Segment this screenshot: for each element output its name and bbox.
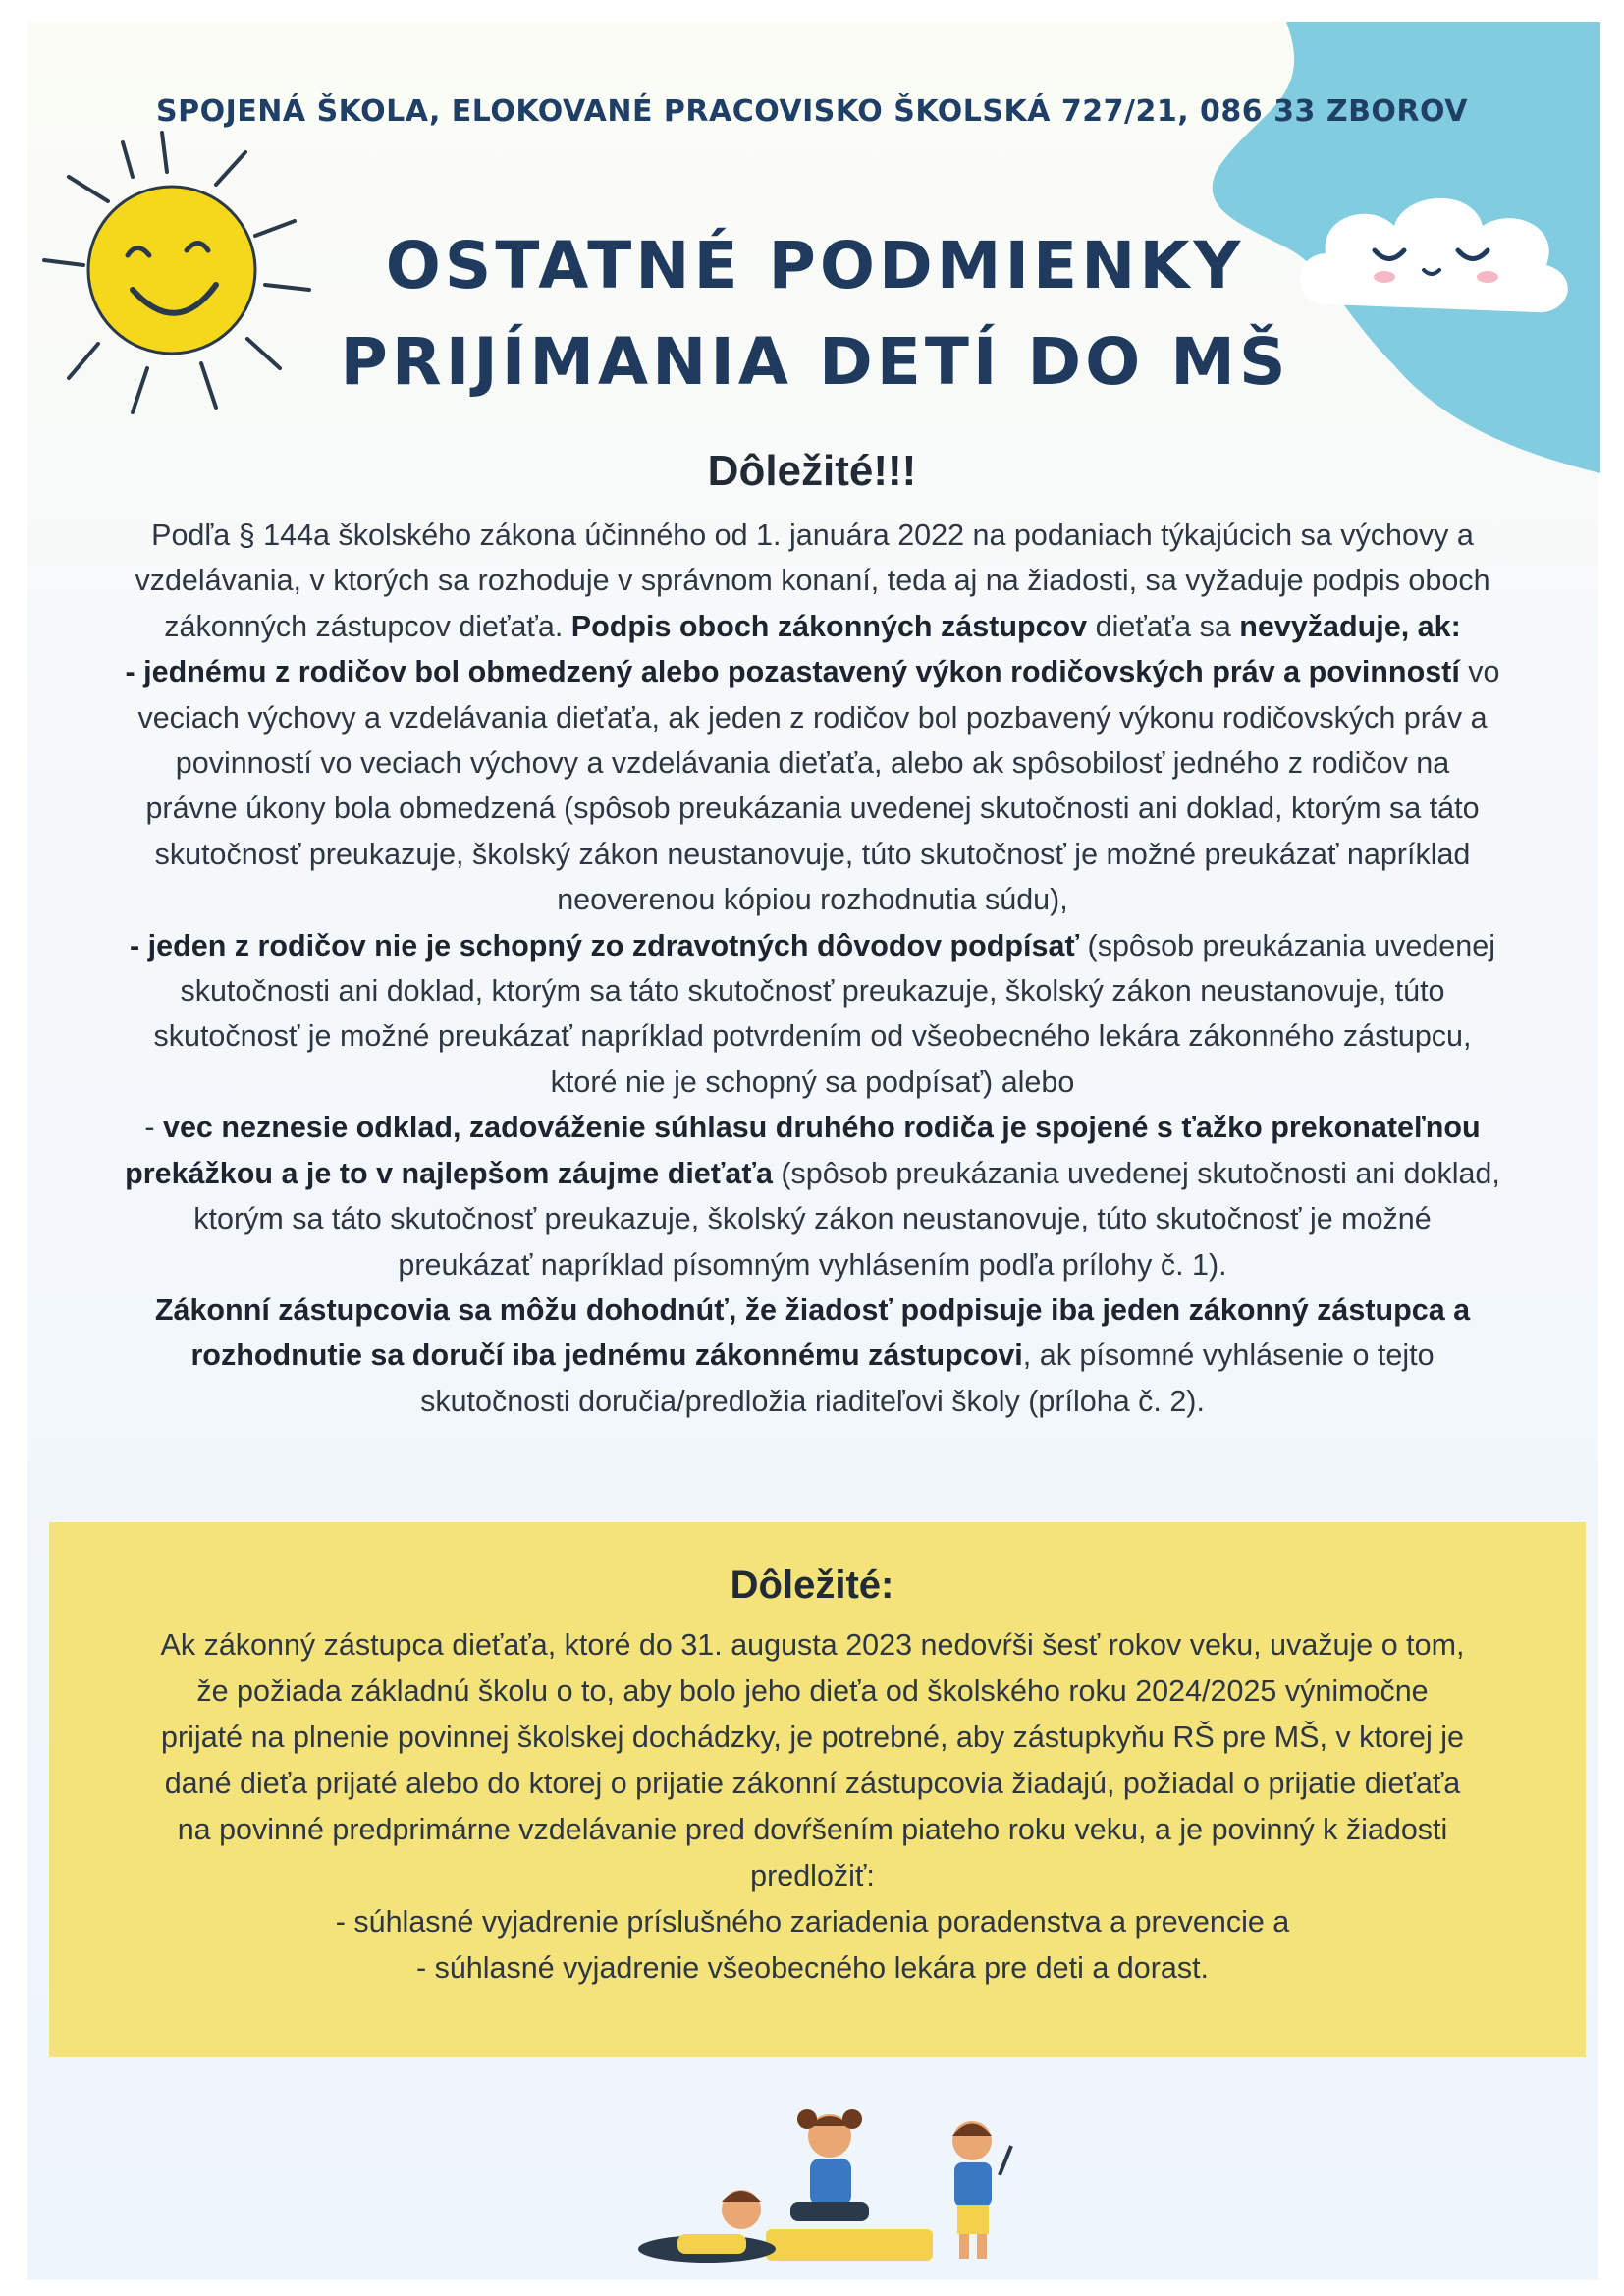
section1-line: Podľa § 144a školského zákona účinného od 1. januára 2022 na podaniach týkajúcich sa výchovy a [151,519,1474,552]
section1-line: Zákonní zástupcovia sa môžu dohodnúť, že žiadosť podpisuje iba jeden zákonný zástupca a [154,1292,1471,1327]
section1-line: skutočnosti doručia/predložia riaditeľovi školy (príloha č. 2). [420,1384,1205,1418]
section2-line: na povinné predprimárne vzdelávanie pred dovŕšením piateho roku veku, a je povinný k žiadosti [177,1813,1448,1846]
section2-line: dané dieťa prijaté alebo do ktorej o prijatie zákonní zástupcovia žiadajú, požiadal o prijatie dieťaťa [164,1767,1461,1800]
section2-list-item: - súhlasné vyjadrenie všeobecného lekára pre deti a dorast. [415,1951,1210,1985]
page-title [324,218,1306,410]
section1-line: - vec neznesie odklad, zadováženie súhlasu druhého rodiča je spojené s ťažko prekonateľnou [144,1111,1481,1145]
section1-line: zákonných zástupcov dieťaťa. Podpis oboch zákonných zástupcov dieťaťa sa nevyžaduje, ak: [164,609,1461,643]
section1-line: skutočnosti ani doklad, ktorým sa táto skutočnosť preukazuje, školský zákon neustanovuje, túto [180,974,1445,1009]
section1-line: - jeden z rodičov nie je schopný zo zdravotných dôvodov podpísať (spôsob preukázania uvedenej [130,928,1495,962]
cloud-illustration-icon [1286,177,1581,334]
section2-line: že požiada základnú školu o to, aby bolo jeho dieťa od školského roku 2024/2025 výnimočne [196,1674,1429,1708]
section1-line: veciach výchovy a vzdelávania dieťaťa, ak jeden z rodičov bol pozbavený výkonu rodičovských práv a [137,700,1488,735]
section1-line: povinností vo veciach výchovy a vzdelávania dieťaťa, alebo ak spôsobilosť jedného z rodičov na [175,746,1450,781]
section1-line: ktoré nie je schopný sa podpísať) alebo [550,1065,1075,1099]
title-line-1: OSTATNÉ PODMIENKY [385,228,1245,303]
section1-line: vzdelávania, v ktorých sa rozhoduje v správnom konaní, teda aj na žiadosti, sa vyžaduje podpis oboch [135,564,1490,598]
school-address-header: SPOJENÁ ŠKOLA, ELOKOVANÉ PRACOVISKO ŠKOLSKÁ 727/21, 086 33 ZBOROV [156,94,1468,129]
section1-line: rozhodnutie sa doručí iba jednému zákonnému zástupcovi, ak písomné vyhlásenie o tejto [190,1339,1435,1373]
section1-line: neoverenou kópiou rozhodnutia súdu), [557,883,1068,917]
title-line-2: PRIJÍMANIA DETÍ DO MŠ [340,324,1290,400]
section2-line: prijaté na plnenie povinnej školskej dochádzky, je potrebné, aby zástupkyňu RŠ pre MŠ, v ktorej je [161,1721,1464,1754]
section2-line: Ak zákonný zástupca dieťaťa, ktoré do 31. augusta 2023 nedovŕši šesť rokov veku, uvažuje o tom, [160,1628,1465,1662]
section1-line: ktorým sa táto skutočnosť preukazuje, školský zákon neustanovuje, túto skutočnosť je možné [193,1202,1432,1236]
section2-line: predložiť: [750,1859,875,1892]
section1-heading: Dôležité!!! [707,447,917,495]
section2-body [44,1622,1581,1992]
section1-line: právne úkony bola obmedzená (spôsob preukázania uvedenej skutočnosti ani doklad, ktorým sa táto [145,792,1480,826]
section1-line: - jednému z rodičov bol obmedzený alebo pozastavený výkon rodičovských práv a povinností vo [125,655,1500,689]
section1-body [44,513,1581,1424]
section1-line: skutočnosť je možné preukázať napríklad potvrdením od všeobecného lekára zákonného zástupcu, [153,1019,1472,1054]
section1-line: skutočnosť preukazuje, školský zákon neustanovuje, túto skutočnosť je možné preukázať napríklad [154,837,1471,871]
section1-line: prekážkou a je to v najlepšom záujme dieťaťa (spôsob preukázania uvedenej skutočnosti ani doklad, [125,1156,1500,1190]
sun-illustration-icon [39,118,334,432]
children-drawing-illustration-icon [619,2082,1031,2269]
section2-list-item: - súhlasné vyjadrenie príslušného zariadenia poradenstva a prevencie a [335,1905,1290,1939]
section1-line: preukázať napríklad písomným vyhlásením podľa prílohy č. 1). [398,1247,1227,1282]
section2-heading: Dôležité: [730,1563,894,1607]
